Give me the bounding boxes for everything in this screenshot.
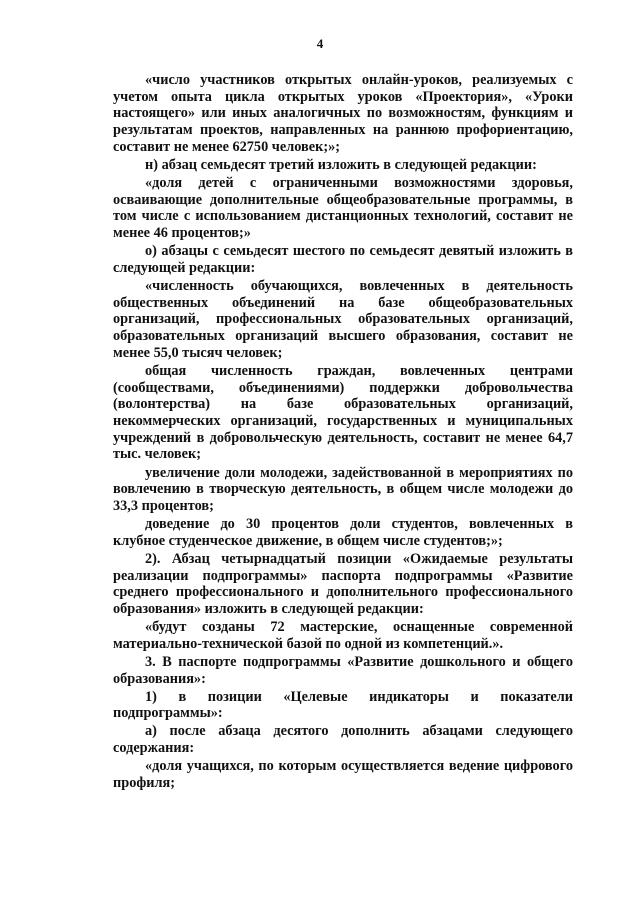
paragraph: доведение до 30 процентов доли студентов, вовлеченных в клубное студенческое движение, в общем числе студентов;»; <box>113 516 573 549</box>
document-body <box>113 72 573 793</box>
paragraph: «доля детей с ограниченными возможностями здоровья, осваивающие дополнительные общеобразовательные программы, в том числе с использованием дистанционных технологий, составит не менее 46 процентов;» <box>113 175 573 242</box>
paragraph: 2). Абзац четырнадцатый позиции «Ожидаемые результаты реализации подпрограммы» паспорта подпрограммы «Развитие среднего профессионального и дополнительного профессионального образования» изложить в следующей редакции: <box>113 550 573 617</box>
paragraph: а) после абзаца десятого дополнить абзацами следующего содержания: <box>113 723 573 757</box>
paragraph: 1) в позиции «Целевые индикаторы и показатели подпрограммы»: <box>113 688 573 722</box>
paragraph: 3. В паспорте подпрограммы «Развитие дошкольного и общего образования»: <box>113 653 573 687</box>
page-number: 4 <box>316 36 324 51</box>
paragraph: «число участников открытых онлайн-уроков, реализуемых с учетом опыта цикла открытых уроков «Проектория», «Уроки настоящего» или иных аналогичных по возможностям, функциям и результатам проектов, направленных на раннюю профориентацию, составит не менее 62750 человек;»; <box>113 72 573 155</box>
paragraph: «численность обучающихся, вовлеченных в деятельность общественных объединений на базе общеобразовательных организаций, профессиональных образовательных организаций, образовательных организаций высшего образования, составит не менее 55,0 тысяч человек; <box>113 278 573 361</box>
paragraph: «доля учащихся, по которым осуществляется ведение цифрового профиля; <box>113 758 573 791</box>
paragraph: общая численность граждан, вовлеченных центрами (сообществами, объединениями) поддержки добровольчества (волонтерства) на базе образовательных организаций, некоммерческих организаций, государственных и муниципальных учреждений в добровольческую деятельность, составит не менее 64,7 тыс. человек; <box>113 362 573 463</box>
paragraph: н) абзац семьдесят третий изложить в следующей редакции: <box>145 156 537 173</box>
paragraph: о) абзацы с семьдесят шестого по семьдесят девятый изложить в следующей редакции: <box>113 243 573 276</box>
paragraph: «будут созданы 72 мастерские, оснащенные современной материально-технической базой по одной из компетенций.». <box>113 619 573 652</box>
paragraph: увеличение доли молодежи, задействованной в мероприятиях по вовлечению в творческую деятельность, в общем числе молодежи до 33,3 процентов; <box>113 464 573 514</box>
